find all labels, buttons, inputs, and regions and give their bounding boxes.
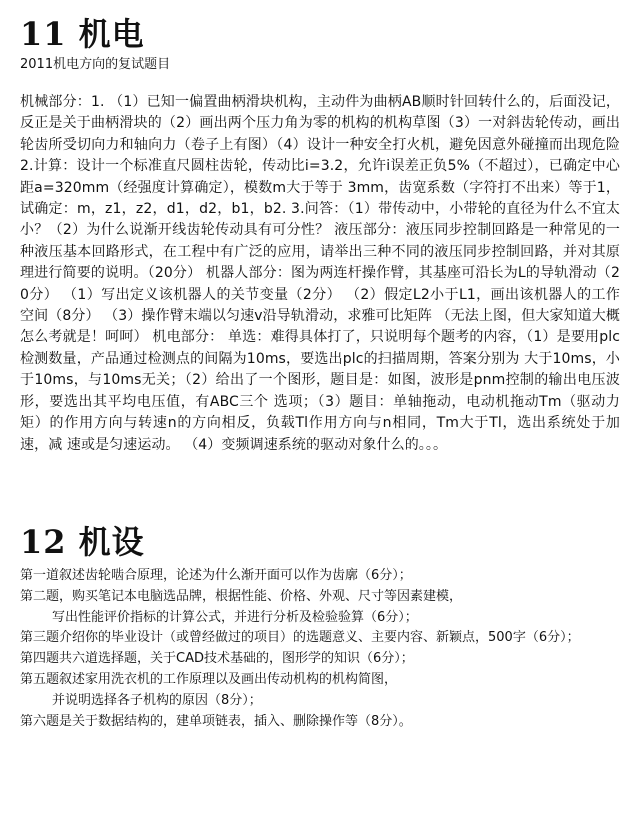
section-subtitle: 2011机电方向的复试题目 [20, 57, 171, 72]
list-item [20, 649, 626, 670]
question-list [20, 566, 626, 732]
section-title-jidian: 11 机电 [20, 15, 145, 53]
list-item [20, 712, 626, 733]
question-continuation: 写出性能评价指标的计算公式，并进行分析及检验验算（6分）； [52, 609, 418, 625]
question-text: 第一道叙述齿轮啮合原理，论述为什么渐开面可以作为齿廓（6分）； [20, 568, 412, 583]
list-item [20, 566, 626, 587]
question-text: 第二题，购买笔记本电脑选品牌，根据性能、价格、外观、尺寸等因素建模， [20, 588, 463, 604]
question-text: 第六题是关于数据结构的，建单项链表，插入、删除操作等（8分）。 [20, 713, 412, 729]
question-text: 第五题叙述家用洗衣机的工作原理以及画出传动机构的机构简图， [20, 671, 398, 687]
question-text: 第四题共六道选择题，关于CAD技术基础的，图形学的知识（6分）； [20, 651, 414, 667]
exam-questions-paragraph: 机械部分：1. （1）已知一偏置曲柄滑块机构，主动件为曲柄AB顺时针回转什么的，后面没记，反正是关于曲柄滑块的（2）画出两个压力角为零的机构的机构草图（3）一对斜齿轮传动，画出轮齿所受切向力和轴向力（卷子上有图）（4）设计一种安全打火机，避免因意外碰撞而出现危险 2.计算：设计一个标准直尺圆柱齿轮，传动比i=3.2，允许i误差正负5%（不超过），已确定中心距a=320mm（经强度计算确定），模数m大于等于 3mm，齿宽系数（字符打不出来）等于1，试确定：m，z1，z2，d1，d2，b1，b2. 3.问答：（1）带传动中，小带轮的直径为什么不宜太小？（2）为什么说渐开线齿轮传动具有可分性？ 液压部分：液压同步控制回路是一种常见的一种液压基本回路形式，在工程中有广泛的应用，请举出三种不同的液压同步控制回路，并对其原理进行简要的说明。（20分） 机器人部分：图为两连杆操作臂，其基座可沿长为L的导轨滑动（20分） （1）写出定义该机器人的关节变量（2分） （2）假定L2小于L1，画出该机器人的工作空间（8分） （3）操作臂末端以匀速v沿导轨滑动，求雅可比矩阵 （无法上图，但大家知道大概怎么考就是！呵呵） 机电部分： 单选：难得具体打了，只说明每个题考的内容，（1）是要用plc检测数量，产品通过检测点的间隔为10ms，要选出plc的扫描周期，答案分别为 大于10ms，小于10ms，与10ms无关；（2）给出了一个图形，题目是：如图，波形是pnm控制的输出电压波形，要选出其平均电压值，有ABC三个 选项；（3）题目：单轴拖动，电动机拖动Tm（驱动力矩）的作用方向与转速n的方向相反，负载Tl作用方向与n相同，Tm大于Tl，选出系统处于加速，减 速或是匀速运动。 （4）变频调速系统的驱动对象什么的。。。 [20, 94, 620, 453]
question-text: 第三题介绍你的毕业设计（或曾经做过的项目）的选题意义、主要内容、新颖点，500字（6分）； [20, 630, 580, 646]
list-item [20, 587, 626, 629]
question-continuation: 并说明选择各子机构的原因（8分）； [52, 692, 262, 708]
section-title-jishe: 12 机设 [20, 523, 145, 561]
list-item [20, 628, 626, 649]
list-item [20, 670, 626, 712]
